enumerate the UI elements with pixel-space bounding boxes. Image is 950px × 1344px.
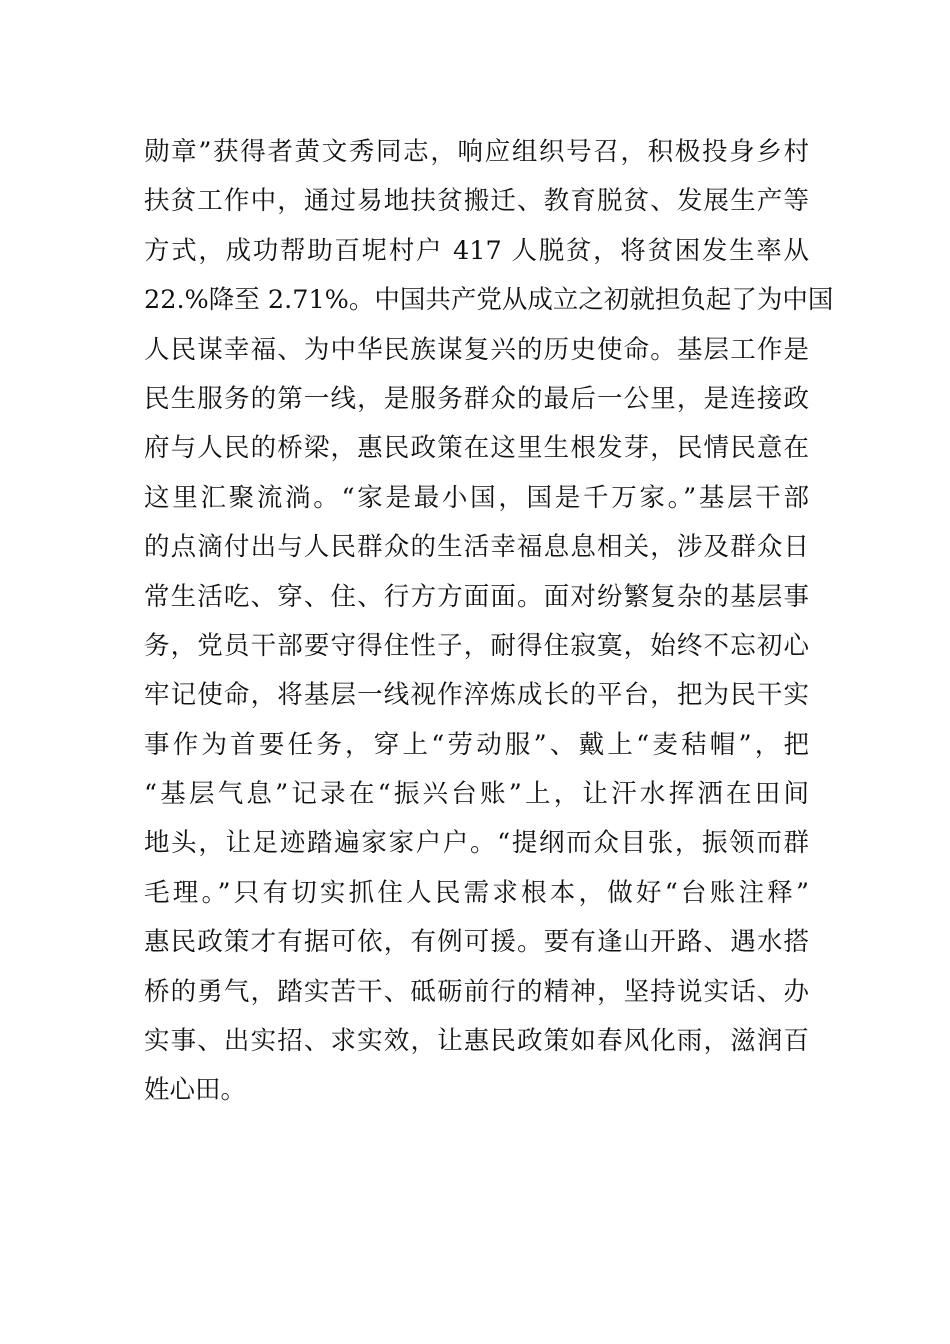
- text-line: 民生服务的第一线，是服务群众的最后一公里，是连接政: [144, 383, 809, 414]
- text-line: 常生活吃、穿、住、行方方面面。面对纷繁复杂的基层事: [144, 581, 809, 612]
- text-line: 的点滴付出与人民群众的生活幸福息息相关，涉及群众日: [144, 532, 809, 563]
- text-line: 姓心田。: [144, 1075, 247, 1106]
- text-line: 府与人民的桥梁，惠民政策在这里生根发芽，民情民意在: [144, 433, 809, 464]
- text-line: 扶贫工作中，通过易地扶贫搬迁、教育脱贫、发展生产等: [144, 186, 809, 217]
- text-line: 桥的勇气，踏实苦干、砥砺前行的精神，坚持说实话、办: [144, 976, 809, 1007]
- text-line: 勋章”获得者黄文秀同志，响应组织号召，积极投身乡村: [144, 137, 809, 167]
- text-line: 22.%降至 2.71%。中国共产党从成立之初就担负起了为中国: [144, 285, 834, 316]
- body-paragraph: [144, 128, 834, 1116]
- text-line: “基层气息”记录在“振兴台账”上，让汗水挥洒在田间: [144, 779, 809, 810]
- text-line: 惠民政策才有据可依，有例可援。要有逢山开路、遇水搭: [144, 927, 809, 958]
- text-line: 地头，让足迹踏遍家家户户。“提纲而众目张，振领而群: [144, 828, 809, 859]
- text-line: 方式，成功帮助百坭村户 417 人脱贫，将贫困发生率从: [144, 235, 809, 266]
- text-line: 这里汇聚流淌。“家是最小国，国是千万家。”基层干部: [144, 482, 809, 513]
- text-line: 牢记使命，将基层一线视作淬炼成长的平台，把为民干实: [144, 680, 809, 711]
- text-line: 事作为首要任务，穿上“劳动服”、戴上“麦秸帽”，把: [144, 729, 809, 760]
- text-line: 人民谋幸福、为中华民族谋复兴的历史使命。基层工作是: [144, 334, 809, 365]
- text-line: 毛理。”只有切实抓住人民需求根本，做好“台账注释”: [144, 877, 809, 908]
- text-line: 实事、出实招、求实效，让惠民政策如春风化雨，滋润百: [144, 1026, 809, 1057]
- text-line: 务，党员干部要守得住性子，耐得住寂寞，始终不忘初心: [144, 630, 809, 661]
